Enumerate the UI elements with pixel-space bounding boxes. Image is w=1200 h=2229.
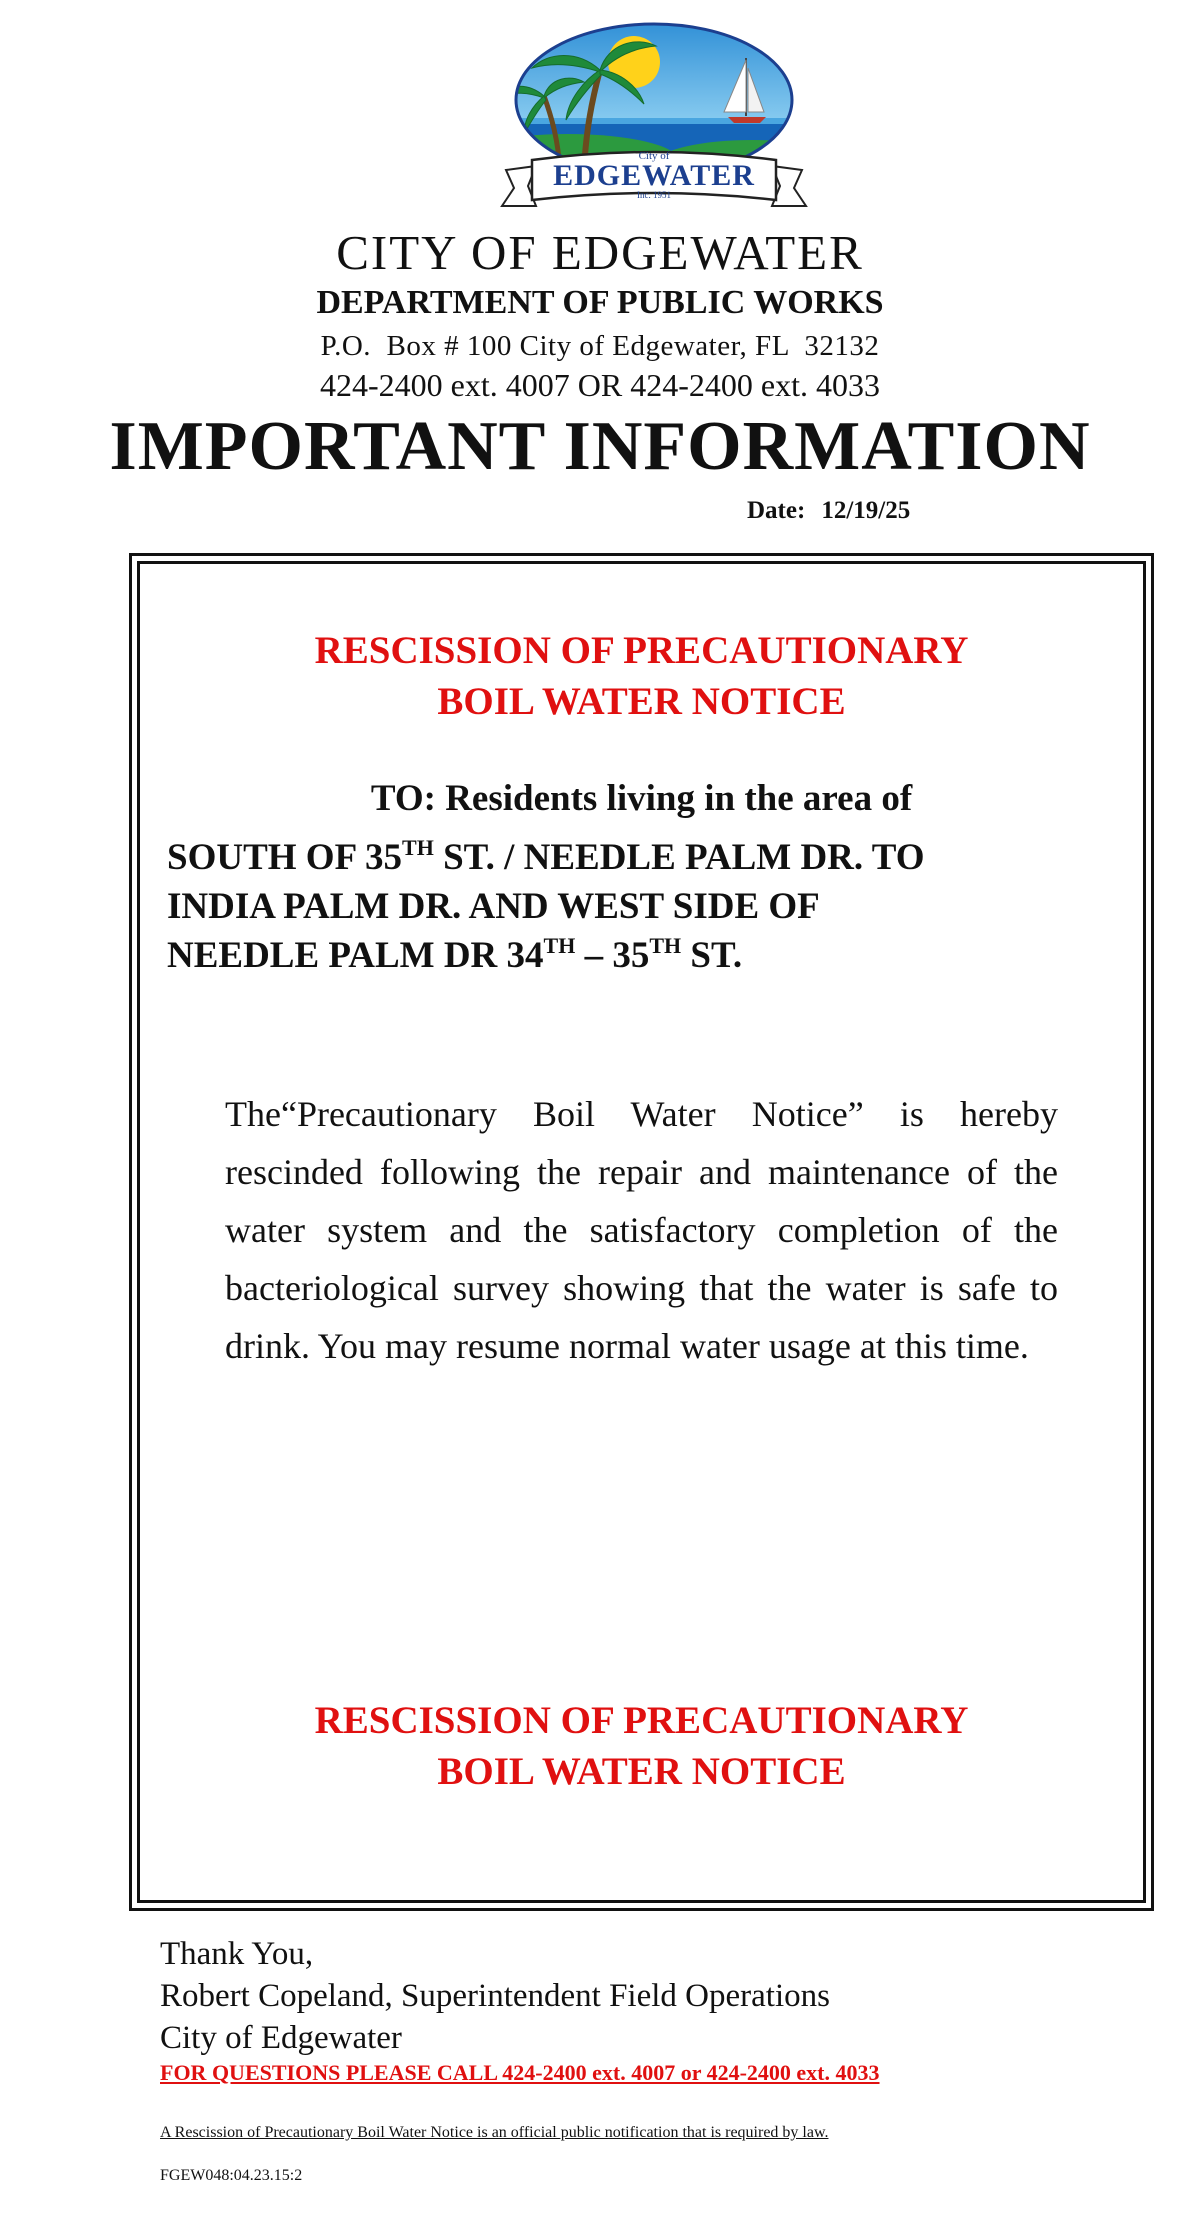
date-value: 12/19/25 — [821, 497, 911, 524]
edgewater-banner — [502, 150, 806, 206]
signer-name-title: Robert Copeland, Superintendent Field Operations — [160, 1978, 830, 2014]
recipients-line: TO: Residents living in the area of — [370, 778, 913, 819]
logo-city-of: City of — [638, 150, 670, 162]
signature-block — [160, 1933, 830, 2059]
notice-title — [137, 625, 1146, 727]
phone-numbers: 424-2400 ext. 4007 OR 424-2400 ext. 4033 — [320, 367, 880, 403]
legal-footnote: A Rescission of Precautionary Boil Water Notice is an official public notification that is required by law. — [160, 2124, 829, 2141]
notice-footer-title-line-2: BOIL WATER NOTICE — [437, 1750, 846, 1793]
address-line: P.O. Box # 100 City of Edgewater, FL 32132 — [320, 330, 880, 362]
form-code: FGEW048:04.23.15:2 — [160, 2167, 303, 2184]
affected-area-line-3: NEEDLE PALM DR 34TH – 35TH ST. — [167, 933, 743, 976]
logo-inc: Inc. 1951 — [637, 190, 671, 200]
headline: IMPORTANT INFORMATION — [109, 408, 1091, 485]
questions-contact: FOR QUESTIONS PLEASE CALL 424-2400 ext. 4007 or 424-2400 ext. 4033 — [160, 2060, 880, 2085]
department-name: DEPARTMENT OF PUBLIC WORKS — [316, 284, 884, 321]
city-seal-logo — [488, 20, 820, 220]
notice-footer-title-line-1: RESCISSION OF PRECAUTIONARY — [314, 1699, 969, 1742]
notice-date — [747, 495, 910, 527]
logo-name: EDGEWATER — [553, 159, 755, 192]
signer-organization: City of Edgewater — [160, 2020, 402, 2056]
city-name: CITY OF EDGEWATER — [336, 225, 864, 280]
notice-footer-title — [137, 1695, 1146, 1797]
affected-area — [167, 833, 925, 980]
affected-area-line-2: INDIA PALM DR. AND WEST SIDE OF — [167, 886, 820, 927]
notice-title-line-1: RESCISSION OF PRECAUTIONARY — [314, 629, 969, 672]
date-label: Date: — [747, 497, 806, 524]
notice-title-line-2: BOIL WATER NOTICE — [437, 680, 846, 723]
notice-body: The“Precautionary Boil Water Notice” is hereby rescinded following the repair and maintenance of the water system and the satisfactory completion of the bacteriological survey showing that the water is safe to drink. You may resume normal water usage at this time. — [225, 1094, 1058, 1366]
thank-you: Thank You, — [160, 1936, 314, 1972]
affected-area-line-1: SOUTH OF 35TH ST. / NEEDLE PALM DR. TO — [167, 835, 925, 878]
